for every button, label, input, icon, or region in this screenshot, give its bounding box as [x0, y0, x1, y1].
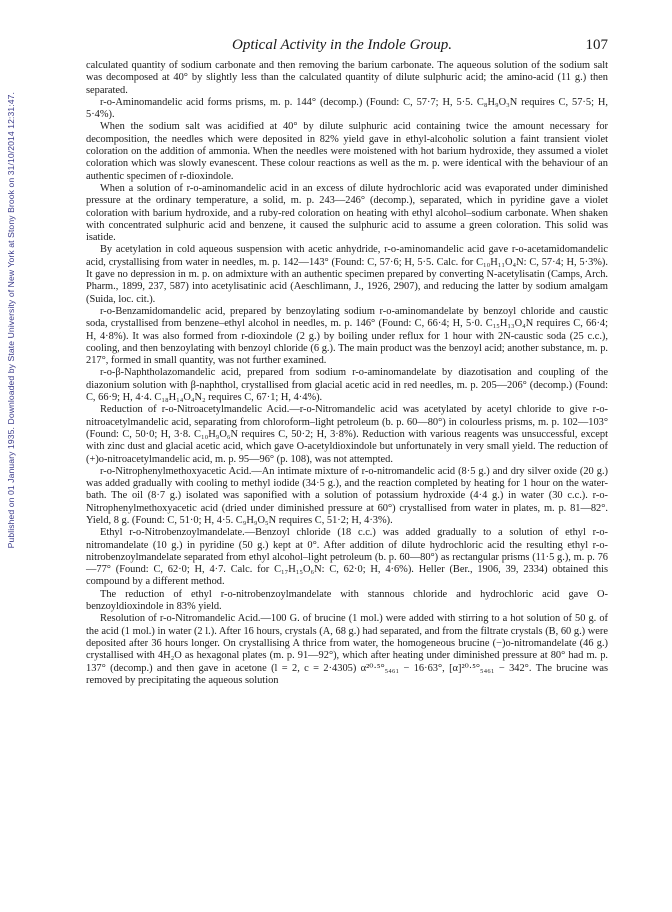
paragraph: r-o-Nitrophenylmethoxyacetic Acid.—An intimate mixture of r-o-nitromandelic acid (8·5 g.) and dry silver oxide (20 g.) was added gradually with cooling to methyl iodide (34·5 g.), and the reaction completed by heating for 1 hour on the water-bath. The oil (8·7 g.) isolated was saponified with a solution of potassium hydroxide (4·4 g.) in water (30 c.c.). r-o-Nitrophenylmethoxyacetic acid (dried under diminished pressure at 60°) crystallised from water in plates, m. p. 81—82°. Yield, 8 g. (Found: C, 51·0; H, 4·5. C₉H₉O₅N requires C, 51·2; H, 4·3%). [86, 465, 608, 526]
paragraph: r-o-Benzamidomandelic acid, prepared by benzoylating sodium r-o-aminomandelate by benzoyl chloride and caustic soda, crystallised from benzene–ethyl alcohol in needles, m. p. 146° (Found: C, 66·4; H, 5·0. C₁₅H₁₃O₄N requires C, 66·4; H, 4·8%). It was also formed from r-dioxindole (2 g.) by boiling under reflux for 1 hour with 2N-caustic soda (25 c.c.), cooling, and then benzoylating with benzoyl chloride (6 g.). The main product was the benzoyl acid; another substance, m. p. 217°, formed in small quantity, was not further examined. [86, 305, 608, 367]
paragraph: Ethyl r-o-Nitrobenzoylmandelate.—Benzoyl chloride (18 c.c.) was added gradually to a solution of ethyl r-o-nitromandelate (10 g.) in pyridine (50 g.) kept at 0°. After addition of dilute hydrochloric acid the resulting ethyl r-o-nitrobenzoylmandelate separated from ethyl alcohol–light petroleum (b. p. 60—80°) as rectangular prisms (11·5 g.), m. p. 76—77° (Found: C, 62·0; H, 4·7. Calc. for C₁₇H₁₅O₆N: C, 62·0; H, 4·6%). Heller (Ber., 1906, 39, 2334) obtained this compound by a different method. [86, 527, 608, 588]
article-body [86, 60, 608, 687]
paragraph: r-o-β-Naphtholazomandelic acid, prepared from sodium r-o-aminomandelate by diazotisation and coupling of the diazonium solution with β-naphthol, crystallised from glacial acetic acid in red needles, m. p. 205—206° (decomp.) (Found: C, 66·9; H, 4·4. C₁₈H₁₄O₄N₂ requires C, 67·1; H, 4·4%). [86, 367, 608, 404]
paragraph: calculated quantity of sodium carbonate and then removing the barium carbonate. The aqueous solution of the sodium salt was decomposed at 40° by slightly less than the calculated quantity of dilute sulphuric acid; the amino-acid (11 g.) then separated. [86, 60, 608, 96]
download-stamp [2, 40, 20, 600]
paragraph: By acetylation in cold aqueous suspension with acetic anhydride, r-o-aminomandelic acid gave r-o-acetamidomandelic acid, crystallising from water in needles, m. p. 142—143° (Found: C, 57·6; H, 5·5. Calc. for C₁₀H₁₁O₄N: C, 57·4; H, 5·3%). It gave no depression in m. p. on admixture with an authentic specimen prepared by converting N-acetylisatin (Camps, Arch. Pharm., 1899, 237, 587) into acetylisatinic acid (Aeschlimann, J., 1926, 2907), and reducing the latter by sodium amalgam (Suida, loc. cit.). [86, 244, 608, 305]
page-number: 107 [585, 37, 608, 53]
paragraph: The reduction of ethyl r-o-nitrobenzoylmandelate with stannous chloride and hydrochloric acid gave O-benzoyldioxindole in 83% yield. [86, 588, 608, 613]
paragraph: Reduction of r-o-Nitroacetylmandelic Acid.—r-o-Nitromandelic acid was acetylated by acetyl chloride to give r-o-nitroacetylmandelic acid, separating from chloroform–light petroleum (b. p. 60—80°) in colourless prisms, m. p. 102—103° (Found: C, 50·0; H, 3·8. C₁₀H₉O₆N requires C, 50·2; H, 3·8%). Reduction with various reagents was unsuccessful, except with zinc dust and glacial acetic acid, which gave O-acetyldioxindole but unfortunately in very small yield. The reduction of (+)o-nitroacetylmandelic acid, m. p. 95—96° (p. 108), was not attempted. [86, 404, 608, 465]
page-header [86, 37, 608, 57]
download-stamp-text: Published on 01 January 1935. Downloaded by State University of New York at Stony Brook on 31/10/2014 12:31:47. [6, 91, 16, 549]
paragraph: Resolution of r-o-Nitromandelic Acid.—100 G. of brucine (1 mol.) were added with stirring to a hot solution of 50 g. of the acid (1 mol.) in water (2 l.). After 16 hours, crystals (A, 68 g.) had separated, and from the filtrate crystals (B, 60 g.) were deposited after 36 hours longer. On crystallising A thrice from water, the homogeneous brucine (−)o-nitromandelate (46 g.) crystallised with 4H₂O as hexagonal plates (m. p. 91—92°), which after heating under diminished pressure at 80° had m. p. 137° (decomp.) and then gave in acetone (l = 2, c = 2·4305) α²⁰·⁵°₅₄₆₁ − 16·63°, [α]²⁰·⁵°₅₄₆₁ − 342°. The brucine was removed by precipitating the aqueous solution [86, 613, 608, 686]
paragraph: When a solution of r-o-aminomandelic acid in an excess of dilute hydrochloric acid was evaporated under diminished pressure at the ordinary temperature, a solid, m. p. 243—246° (decomp.), separated, which in pyridine gave a violet coloration with barium hydroxide, and a ruby-red coloration on heating with ethyl alcohol–sodium carbonate. When shaken with concentrated sulphuric acid and benzene, it caused the sulphuric acid to assume a green coloration. This solid was isatide. [86, 182, 608, 244]
paragraph: When the sodium salt was acidified at 40° by dilute sulphuric acid containing twice the amount necessary for decomposition, the needles which were deposited in 82% yield gave in ethyl-alcoholic solution a faint transient violet coloration on the addition of ammonia. When the needles were moistened with hot barium hydroxide, they assumed a violet coloration which was slowly evanescent. These colour reactions as well as the m. p. were identical with the behaviour of an authentic specimen of r-dioxindole. [86, 121, 608, 182]
running-title: Optical Activity in the Indole Group. [232, 37, 452, 53]
paragraph: r-o-Aminomandelic acid forms prisms, m. p. 144° (decomp.) (Found: C, 57·7; H, 5·5. C₈H₉O₃N requires C, 57·5; H, 5·4%). [86, 96, 608, 121]
